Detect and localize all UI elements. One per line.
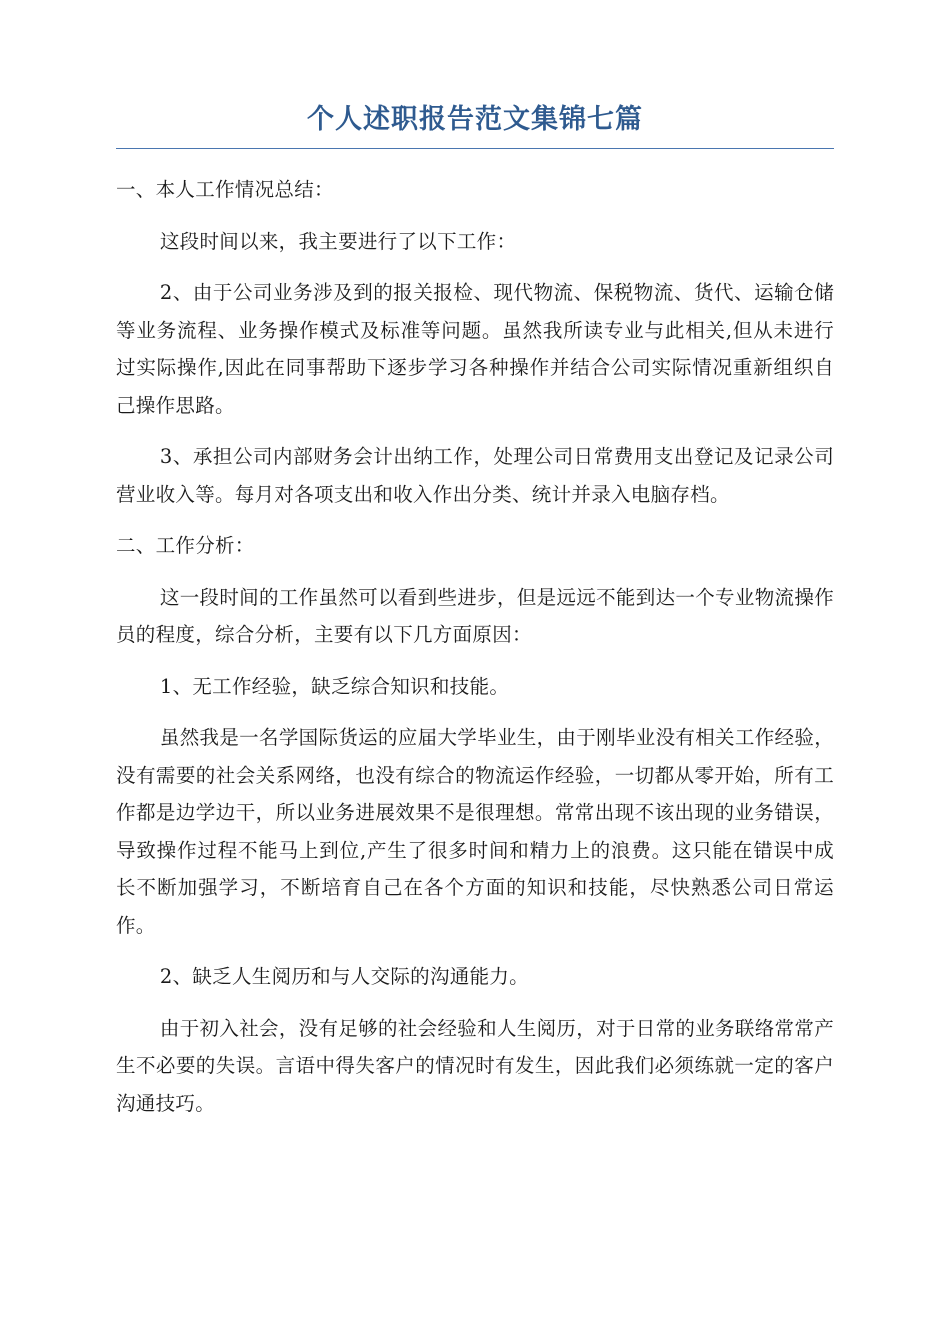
paragraph: 由于初入社会，没有足够的社会经验和人生阅历，对于日常的业务联络常常产生不必要的失误。言语中得失客户的情况时有发生，因此我们必须练就一定的客户沟通技巧。 xyxy=(116,1016,834,1115)
paragraph: 1、无工作经验，缺乏综合知识和技能。 xyxy=(159,674,510,698)
paragraph: 2、缺乏人生阅历和与人交际的沟通能力。 xyxy=(159,965,529,988)
section-heading-1: 一、本人工作情况总结： xyxy=(116,178,334,201)
paragraph: 这段时间以来，我主要进行了以下工作： xyxy=(159,229,517,253)
document-body xyxy=(116,171,834,1122)
paragraph: 3、承担公司内部财务会计出纳工作，处理公司日常费用支出登记及记录公司营业收入等。每月对各项支出和收入作出分类、统计并录入电脑存档。 xyxy=(116,445,834,506)
section-heading-2: 二、工作分析： xyxy=(116,534,255,557)
paragraph: 2、由于公司业务涉及到的报关报检、现代物流、保税物流、货代、运输仓储等业务流程、业务操作模式及标准等问题。虽然我所读专业与此相关,但从未进行过实际操作,因此在同事帮助下逐步学习各种操作并结合公司实际情况重新组织自己操作思路。 xyxy=(116,281,834,417)
document-page xyxy=(116,100,834,1136)
document-title: 个人述职报告范文集锦七篇 xyxy=(116,100,834,149)
paragraph: 这一段时间的工作虽然可以看到些进步，但是远远不能到达一个专业物流操作员的程度，综合分析，主要有以下几方面原因： xyxy=(116,585,834,646)
paragraph: 虽然我是一名学国际货运的应届大学毕业生，由于刚毕业没有相关工作经验，没有需要的社会关系网络，也没有综合的物流运作经验，一切都从零开始，所有工作都是边学边干，所以业务进展效果不是很理想。常常出现不该出现的业务错误，导致操作过程不能马上到位,产生了很多时间和精力上的浪费。这只能在错误中成长不断加强学习，不断培育自己在各个方面的知识和技能，尽快熟悉公司日常运作。 xyxy=(116,726,834,937)
